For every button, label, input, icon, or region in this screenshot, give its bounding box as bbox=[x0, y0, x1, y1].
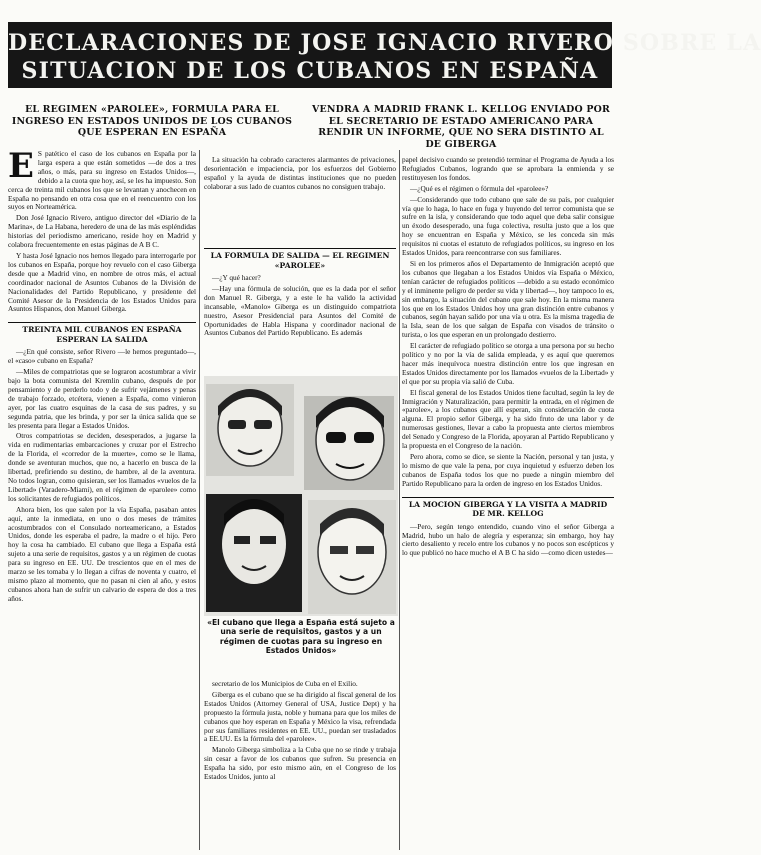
paragraph: Si en los primeros años el Departamento de Inmigración aceptó que los cubanos que llegaban a los Estados Unidos vía España o México, tenían carácter de refugiados políticos —debido a su estado económico y el inminente peligro de perder su vida y libertad—, hoy tampoco lo es, sin embargo, la situación del cubano que sale hoy. En la misma manera los que en los Estados Unidos hoy una gran distinción entre cubanos y cubanos, según hayan salido por una vía u otra. Es la misma tragedia de la Isla, sean de los que salgan de España con visados de tránsito o turista, o los que esperan en un prolongado destierro. bbox=[402, 258, 614, 340]
section-heading: LA MOCION GIBERGA Y LA VISITA A MADRID DE MR. KELLOG bbox=[402, 497, 614, 519]
section-heading: LA FORMULA DE SALIDA — EL REGIMEN «PAROLEE» bbox=[204, 248, 396, 270]
column-rule-2 bbox=[399, 150, 400, 850]
paragraph: Pero ahora, como se dice, se siente la Nación, personal y tan justa, y lo mismo de que vale la pena, por cuya inquietud y esfuerzo deben los cubanos de España todos los que no puede a ningún miembro del Partido Republicano para la orden de ingreso en los Estados Unidos. bbox=[402, 452, 614, 488]
paragraph: —Considerando que todo cubano que sale de su país, por cualquier vía que lo haga, lo hace en fuga y huyendo del terror comunista que se sufre en la isla, y considerando que todo aquel que deba salir consigue un éxodo desesperado, una fuga colectiva, resulta justo que a los que hoy se encuentran en España y México, se les conceda sin más requisitos ni cuotas el estatuto de refugiados políticos, su ingreso en los Estados Unidos, para reencontrarse con sus familiares. bbox=[402, 194, 614, 258]
paragraph: Otros compatriotas se deciden, desesperados, a jugarse la vida en rudimentarias embarcaciones y cruzar por el Estrecho de la Florida, el «corredor de la muerte», como se le llama, donde se aventuran muchos, que no, a hacerlo en busca de la libertad, prefiriendo su destino, de hambre, al de la aventura. No todos logran, como quisieran, ser los llamados «vuelos de la Libertad» (Varadero-Miami), en el régimen de «parolee» como los solicitantes de refugiados políticos. bbox=[8, 431, 196, 503]
paragraph: —Pero, según tengo entendido, cuando vino el señor Giberga a Madrid, hubo un halo de alegría y esperanza; sin embargo, hoy hay cierto desaliento y recelo entre los cubanos y no pocos son escépticos y lo que publicó no hace mucho el A B C ha sido —como dicen ustedes— bbox=[402, 521, 614, 558]
portrait-collage-graphic bbox=[204, 376, 398, 616]
paragraph: Giberga es el cubano que se ha dirigido al fiscal general de los Estados Unidos (Attorney General of USA, Justice Dept) y ha propuesto la fórmula justa, noble y humana para que los miles de cubanos que hoy esperan en España y México la visa, refrendada por sus familiares residentes en EE. UU., puedan ser trasladados a EE.UU. Es la fórmula del «parolee». bbox=[204, 689, 396, 744]
paragraph: El fiscal general de los Estados Unidos tiene facultad, según la ley de Inmigración y Naturalización, para permitir la entrada, en el régimen de «parolee», a los cubanos que allí esperan, sin consideración de cuota alguna. El propio señor Giberga, y ha sido fruto de una labor y de numerosas gestiones, llevar a cabo la propuesta ante ciertos miembros del Senado y Congreso de la Florida, apoyaran al Partido Republicano y la propuesta en el Congreso de la nación. bbox=[402, 387, 614, 451]
paragraph: Don José Ignacio Rivero, antiguo director del «Diario de la Marina», de La Habana, heredero de una de las más espléndidas historias del periodismo americano, reside hoy en Madrid y colabora frecuentemente en estas páginas de A B C. bbox=[8, 213, 196, 250]
paragraph: Y hasta José Ignacio nos hemos llegado para interrogarle por los cubanos en España, porque hoy revuelo con el caso Giberga desde que a Madrid vino, en nombre de otros más, el actual coordinador nacional de Asuntos Cubanos de la División de Nacionalidades del Partido Republicano, y presidente del Comité Asesor de la Presidencia de los Estados Unidos para Asuntos Hispanos, don Manuel Giberga. bbox=[8, 250, 196, 314]
column-rule-1 bbox=[199, 150, 200, 850]
portrait-bottom-right bbox=[308, 500, 396, 614]
paragraph: —Hay una fórmula de solución, que es la dada por el señor don Manuel R. Giberga, y a este le ha valido la actividad incansable, «Manolo» Giberga es un distinguido compatriota nuestro, Asesor Presidencial para Asuntos del Comité de Oportunidades de Habla Hispana y coordinador nacional de Asuntos Cubanos del Partido Republicano. Es además bbox=[204, 283, 396, 338]
paragraph: Manolo Giberga simboliza a la Cuba que no se rinde y trabaja sin cesar a favor de los cubanos que sufren. Su presencia en España ha sido, por esto mismo aún, en el Congreso de los Estados Unidos, junto al bbox=[204, 745, 396, 782]
question: —¿Qué es el régimen o fórmula del «parolee»? bbox=[410, 183, 549, 193]
article-column-3 bbox=[402, 156, 614, 850]
portrait-bottom-left bbox=[206, 494, 302, 612]
section-heading: TREINTA MIL CUBANOS EN ESPAÑA ESPERAN LA SALIDA bbox=[8, 322, 196, 344]
portrait-top-right bbox=[304, 396, 394, 490]
article-column-2-top bbox=[204, 156, 396, 226]
article-column-2-bottom bbox=[204, 680, 396, 850]
question: —¿En qué consiste, señor Rivero —le hemos preguntado—, el «caso» cubano en España? bbox=[8, 347, 196, 366]
paragraph: La situación ha cobrado caracteres alarmantes de privaciones, desorientación e impaciencia, por los esfuerzos del Gobierno español y la ayuda de distintas instituciones que no pueden colaborar a sus lado de cuantos cubanos no consiguen trabajo. bbox=[204, 155, 396, 191]
article-column-2-middle bbox=[204, 248, 396, 370]
question: —¿Y qué hacer? bbox=[212, 273, 261, 282]
paragraph: —Miles de compatriotas que se lograron acostumbrar a vivir bajo la bota comunista del Kremlin cubano, después de por pensamiento y de perderlo todo y de sufrir vejámenes y penas de trabajo forzado, etcétera, vienen a España, como vinieron ayer, por las cuatro esquinas de la casa de sus padres, y su segunda patria, que les brinda, y por ser la única salida que se les presenta para llegar a Estados Unidos. bbox=[8, 367, 196, 430]
paragraph: Ahora bien, los que salen por la vía España, pasaban antes aquí, ante la inmediata, en uno o dos meses de trámites acostumbrados con el Consulado norteamericano, a Estados Unidos, donde les esperaba el padre, la madre o el hijo. Pero hoy la cosa ha cambiado. El cubano que llega a España está sujeto a una serie de requisitos, gastos y a un régimen de cuotas para su ingreso en EE. UU. De trescientos que en el mes de marzo se les tomaba y lo llegan a cifras de noventa y cuatro, el mismo plazo al momento, que no pasan ni cien al año, y estos cubanos ahora han de sufrir un calvario de espera de dos a tres años. bbox=[8, 504, 196, 603]
article-column-1 bbox=[8, 146, 196, 850]
intro-paragraph: E S patético el caso de los cubanos en España por la larga espera a que están sometidos —de dos a tres años, o más, para su ingreso en Estados Unidos—, debido a la cuota que hoy, así, se les ha impuesto. Son cerca de treinta mil cubanos los que se levantan y anochecen en España no pensando en otra cosa que en el reencuentro con los suyos en Norteamérica. bbox=[8, 146, 196, 212]
paragraph: secretario de los Municipios de Cuba en el Exilio. bbox=[212, 679, 358, 688]
portrait-top-left bbox=[206, 384, 294, 476]
drop-cap: E bbox=[8, 146, 34, 186]
subheadline-right: VENDRA A MADRID FRANK L. KELLOG ENVIADO POR EL SECRETARIO DE ESTADO AMERICANO PARA RENDIR UN INFORME, QUE NO SERA DISTINTO AL DE GIBERGA bbox=[312, 104, 610, 150]
headline-banner bbox=[8, 22, 761, 88]
headline-line-1: DECLARACIONES DE JOSE IGNACIO RIVERO SOBRE LA bbox=[8, 30, 761, 56]
headline-line-2: SITUACION DE LOS CUBANOS EN ESPAÑA bbox=[21, 58, 599, 84]
paragraph: papel decisivo cuando se pretendió terminar el Programa de Ayuda a los Refugiados Cubanos, logrando que se aprobara la enmienda y se restituyesen los fondos. bbox=[402, 155, 614, 182]
paragraph: El carácter de refugiado político se otorga a una persona por su hecho político y no por la vía de salida empleada, y es aquí que queremos hacer más inequívoca nuestra distinción entre los que ingresan en Estados Unidos directamente por los llamados «vuelos de la Libertad» y el que por su propia vía salió de Cuba. bbox=[402, 341, 614, 386]
portrait-photo-collage bbox=[204, 376, 398, 616]
photo-caption: «El cubano que llega a España está sujeto a una serie de requisitos, gastos y a un régimen de cuotas para su ingreso en Estados Unidos» bbox=[207, 618, 395, 656]
subheadline-left: EL REGIMEN «PAROLEE», FORMULA PARA EL INGRESO EN ESTADOS UNIDOS DE LOS CUBANOS QUE ESPERAN EN ESPAÑA bbox=[11, 104, 293, 138]
